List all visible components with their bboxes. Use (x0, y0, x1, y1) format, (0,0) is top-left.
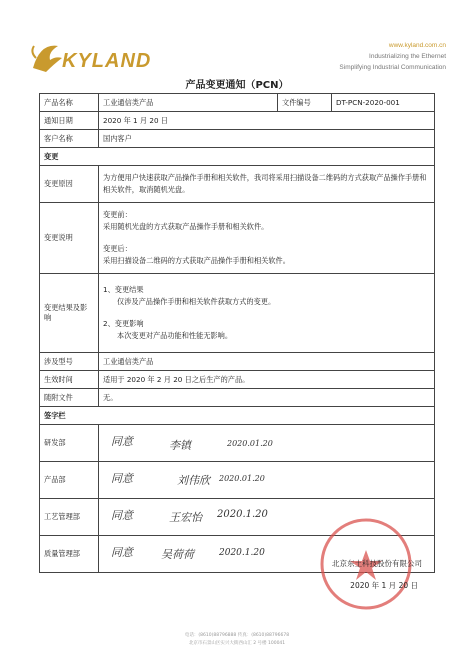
table-row (40, 130, 435, 148)
signature-approve: 同意 (111, 472, 133, 485)
footer-address: 北京市石景山区实兴大街西山汇 2 号楼 100041 (188, 641, 286, 646)
effective-value: 适用于 2020 年 2 月 20 日之后生产的产品。 (99, 371, 435, 389)
effective-label: 生效时间 (40, 371, 99, 389)
table-row (40, 94, 435, 112)
table-row (40, 353, 435, 371)
product-name-label: 产品名称 (40, 94, 99, 112)
table-row (40, 203, 435, 274)
logo-text: KYLAND (62, 50, 152, 72)
table-row (40, 166, 435, 203)
change-section-header: 变更 (40, 148, 435, 166)
reason-value: 为方便用户快速获取产品操作手册和相关软件，我司将采用扫描设备二维码的方式获取产品操作手册和相关软件，取消随机光盘。 (99, 166, 435, 203)
table-row (40, 274, 435, 353)
table-row (40, 148, 435, 166)
customer-label: 客户名称 (40, 130, 99, 148)
table-row (40, 112, 435, 130)
page-footer (0, 632, 474, 648)
signature-date: 2020.1.20 (217, 509, 268, 520)
signature-approve: 同意 (111, 509, 133, 522)
notice-date-label: 通知日期 (40, 112, 99, 130)
attach-label: 随附文件 (40, 389, 99, 407)
table-row (40, 389, 435, 407)
model-label: 涉及型号 (40, 353, 99, 371)
desc-after-title: 变更后： (103, 244, 132, 253)
signature-name: 王宏怡 (169, 511, 202, 524)
signature-name: 李镇 (169, 439, 191, 452)
header-url: www.kyland.com.cn (388, 42, 446, 49)
signature-date: 2020.1.20 (219, 548, 265, 558)
table-row (40, 371, 435, 389)
sign-section-header: 签字栏 (40, 407, 435, 425)
footer-date: 2020 年 1 月 20 日 (350, 581, 418, 590)
model-value: 工业通信类产品 (99, 353, 435, 371)
header-tagline-2: Simplifying Industrial Communication (339, 64, 446, 71)
desc-label: 变更说明 (40, 203, 99, 274)
product-name-value: 工业通信类产品 (99, 94, 278, 112)
signature-name: 刘伟欣 (177, 474, 210, 487)
header-tagline-1: Industrializing the Ethernet (369, 53, 446, 60)
reason-label: 变更原因 (40, 166, 99, 203)
notice-date-value: 2020 年 1 月 20 日 (99, 112, 435, 130)
header-taglines (339, 40, 446, 73)
footer-company: 北京东土科技股份有限公司 (332, 559, 422, 568)
result-value (99, 274, 435, 353)
signature-approve: 同意 (111, 546, 133, 559)
desc-after-text: 采用扫描设备二维码的方式获取产品操作手册和相关软件。 (103, 256, 290, 265)
impact-text: 本次变更对产品功能和性能无影响。 (117, 331, 233, 340)
signature-approve: 同意 (111, 435, 133, 448)
dept-process-label: 工艺管理部 (40, 499, 99, 536)
result-title: 1、变更结果 (103, 285, 144, 294)
desc-before-text: 采用随机光盘的方式获取产品操作手册和相关软件。 (103, 222, 269, 231)
table-row (40, 407, 435, 425)
result-text: 仅涉及产品操作手册和相关软件获取方式的变更。 (117, 297, 276, 306)
doc-no-value: DT-PCN-2020-001 (332, 94, 435, 112)
doc-no-label: 文件编号 (278, 94, 332, 112)
signature-product (99, 462, 435, 499)
attach-value: 无。 (99, 389, 435, 407)
customer-value: 国内客户 (99, 130, 435, 148)
desc-value (99, 203, 435, 274)
page-title: 产品变更通知（PCN） (185, 80, 289, 91)
impact-title: 2、变更影响 (103, 319, 144, 328)
signature-name: 吴荷荷 (161, 548, 194, 561)
pcn-table (39, 93, 435, 573)
signature-date: 2020.01.20 (227, 439, 273, 448)
dept-rd-label: 研发部 (40, 425, 99, 462)
table-row (40, 462, 435, 499)
signature-date: 2020.01.20 (219, 474, 265, 483)
signature-rd (99, 425, 435, 462)
result-label: 变更结果及影响 (40, 274, 99, 353)
footer-contact: 电话：(8610)88796888 传真：(8610)88796678 (184, 633, 290, 638)
dept-product-label: 产品部 (40, 462, 99, 499)
dept-quality-label: 质量管理部 (40, 536, 99, 573)
desc-before-title: 变更前： (103, 210, 132, 219)
table-row (40, 425, 435, 462)
